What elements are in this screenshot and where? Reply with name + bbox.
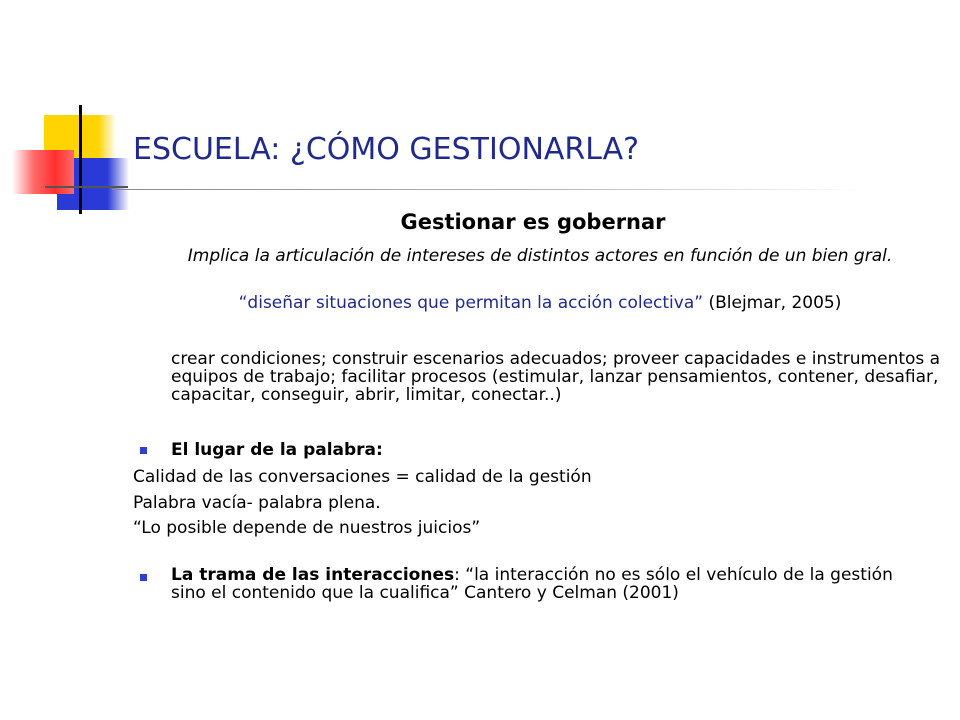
- body-paragraph: crear condiciones; construir escenarios adecuados; proveer capacidades e instrumentos a equipos de trabajo; facilitar procesos (estimular, lanzar pensamientos, contener, desafiar, capacitar, conseguir, abrir, limitar, conectar..): [171, 349, 941, 405]
- decorative-squares-graphic: [0, 0, 140, 220]
- slide-subtitle: Gestionar es gobernar: [400, 210, 666, 234]
- quote-citation: (Blejmar, 2005): [703, 293, 842, 313]
- square-bullet-icon: [140, 447, 147, 454]
- body-line: Calidad de las conversaciones = calidad de la gestión: [133, 467, 592, 487]
- quote-line: [100, 293, 960, 313]
- body-line: Palabra vacía- palabra plena.: [133, 493, 381, 513]
- bullet-heading: La trama de las interacciones: [171, 565, 455, 585]
- body-line: “Lo posible depende de nuestros juicios”: [133, 518, 481, 538]
- bullet-body: : “la interacción no es sólo el vehículo de la gestión sino el contenido que la cualifica” Cantero y Celman (2001): [171, 565, 893, 603]
- slide-title: ESCUELA: ¿CÓMO GESTIONARLA?: [133, 132, 640, 167]
- bullet-text: El lugar de la palabra:: [171, 440, 383, 460]
- lead-text: Implica la articulación de intereses de distintos actores en función de un bien gral.: [187, 246, 893, 266]
- square-bullet-icon: [140, 574, 147, 581]
- bullet-text: [171, 566, 911, 602]
- quote-text: “diseñar situaciones que permitan la acción colectiva”: [238, 293, 704, 313]
- title-divider: [112, 189, 862, 190]
